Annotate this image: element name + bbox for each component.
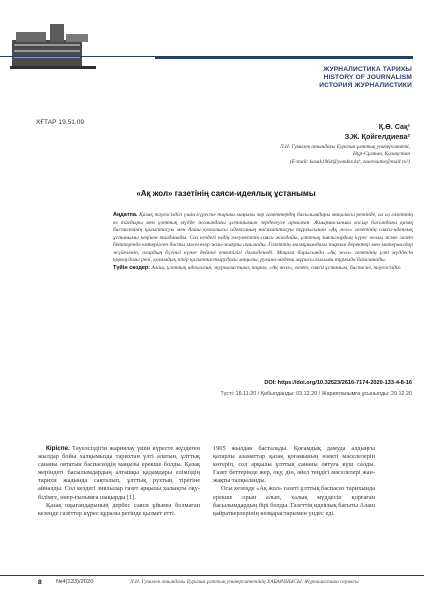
issue-number: №4(133)/2020 — [56, 579, 94, 585]
udc-code: ХҒТАР 19.51.09 — [36, 119, 85, 126]
page-number: 8 — [38, 579, 42, 586]
university-building-logo — [10, 10, 98, 72]
article-title: «Ақ жол» газетінің саяси-идеялық ұстанымы — [136, 189, 316, 198]
abstract-text: Қазақ тәуелсіздігі үшін күресте тарихи маңызы зор газеттердің басылымдары мақаласы ретінде, ал ол газеттің ел тағдыры мен ұлттық мүдде жолындағы ұстанымын зерделеуге арналған. Жиырмасыншы ғасыр басындағы қазақ баспасөзінің қалыптасуы мен Алаш қозғалысы идеясының насихатталуы тұрғысынан «Ақ жол» газетінің саяси-идеялық ұстанымы кеңінен талданады. Сол кездегі елдің әлеуметтік-саяси жағдайы, ұлттық зиялылардың күрес жолы және газет беттерінде көтерілген басты мәселелер жан-жақты ашылады. Газеттің мазмұнындағы тарихи деректер мен материалдар жүйеленіп, олардың бүгінгі күнге дейінгі өзектілігі дәлелденеді. Мақала барысында «Ақ жол» газетінің ұлт мүддесін қорғаудағы рөлі, қоғамдық пікір қалыптастырудағы маңызы, рухани-мәдени мұрасы ғылыми тұрғыда бағаланады. — [113, 212, 413, 263]
body-paragraph: 1905 жылдан басталады. Қоғамдық дамуда алдыңғы қатарлы азаматтар қазақ қоғамының өзекті мәселелерін көтеріп, сол арқылы ұлттық сананы оятуға күш салды. Газет беттерінде жер, оқу, дін, әйел теңдігі мәселелері жан-жақты талқыланды. — [213, 445, 375, 485]
body-column-left — [38, 445, 200, 518]
body-paragraph: Қазақ оқығандарының дербес саяси ұйымы болмаған кезеңде газеттер күрес құралы ретінде қызмет етті. — [38, 501, 200, 517]
paragraph-text: Тәуелсіздігін жариялау үшін күресте жүздеген жылдар бойы халқымызда тарихтан үлгі алатын, ұлттық сананы оятатын баспасөздің маңызы ерекше болды. Қазақ жеріндегі басылымдардың алғашқы қадамдары еліміздің тарихи жадында сақталып, ұлттық рухтың тірегіне айналды. Сол кездегі зиялылар газет арқылы халықты оқу-білімге, өнер-ғылымға шақырды [1]. — [38, 445, 200, 501]
keywords-label: Түйін сөздер: — [113, 264, 151, 271]
intro-label: Кіріспе. — [46, 445, 70, 452]
keywords-text: Алаш, ұлттық идеология, журналистика, тарих, «Ақ жол», газет, саяси ұстаным, баспасөз, тәуелсіздік. — [151, 264, 402, 271]
author-1: Қ.Ө. Сақ¹ — [378, 122, 410, 131]
header-rule — [155, 56, 413, 59]
affiliation-line-1: Л.Н. Гумилев атындағы Еуразия ұлттық университеті, — [279, 144, 410, 150]
footer-rule — [0, 575, 424, 576]
abstract — [113, 212, 413, 272]
authors — [345, 122, 410, 141]
body-paragraph — [38, 445, 200, 502]
journal-name: Л.Н. Гумилев атындағы Еуразия ұлттық университетінің ХАБАРШЫСЫ. Журналистика сериясы — [130, 579, 359, 585]
header-thin-rule — [0, 56, 155, 57]
affiliation-line-2: Нұр-Сұлтан, Қазақстан — [352, 151, 410, 158]
body-paragraph: Осы кезеңде «Ақ жол» газеті ұлттық баспасөз тарихында ерекше орын алып, халық мүддесін қорғаған басылымдардың бірі болды. Газеттің идеялық бағыты Алаш қайраткерлерінің көзқарастарымен үндес еді. — [213, 485, 375, 517]
section-title-en: HISTORY OF JOURNALISM — [323, 74, 412, 82]
received-dates: Түсті: 16.11.20 / Қабылданды: 03.12.20 / Жарияланымға ұсынылды: 20.12.20 — [220, 391, 412, 397]
section-title-ru: ИСТОРИЯ ЖУРНАЛИСТИКИ — [319, 82, 412, 90]
affiliation — [210, 144, 410, 166]
author-2: З.Ж. Қойгелдиева² — [344, 131, 410, 141]
section-titles — [319, 66, 412, 91]
doi-link[interactable]: DOI: https://doi.org/10.32523/2616-7174-2020-133-4-8-16 — [264, 380, 412, 386]
body-column-right — [213, 445, 375, 518]
section-title-kz: ЖУРНАЛИСТИКА ТАРИХЫ — [323, 66, 412, 73]
abstract-label: Аңдатпа. — [113, 212, 138, 218]
affiliation-email: (E-mail: kasak1964@yandex.kz¹, zauresume@mail.ru²) — [290, 158, 410, 165]
